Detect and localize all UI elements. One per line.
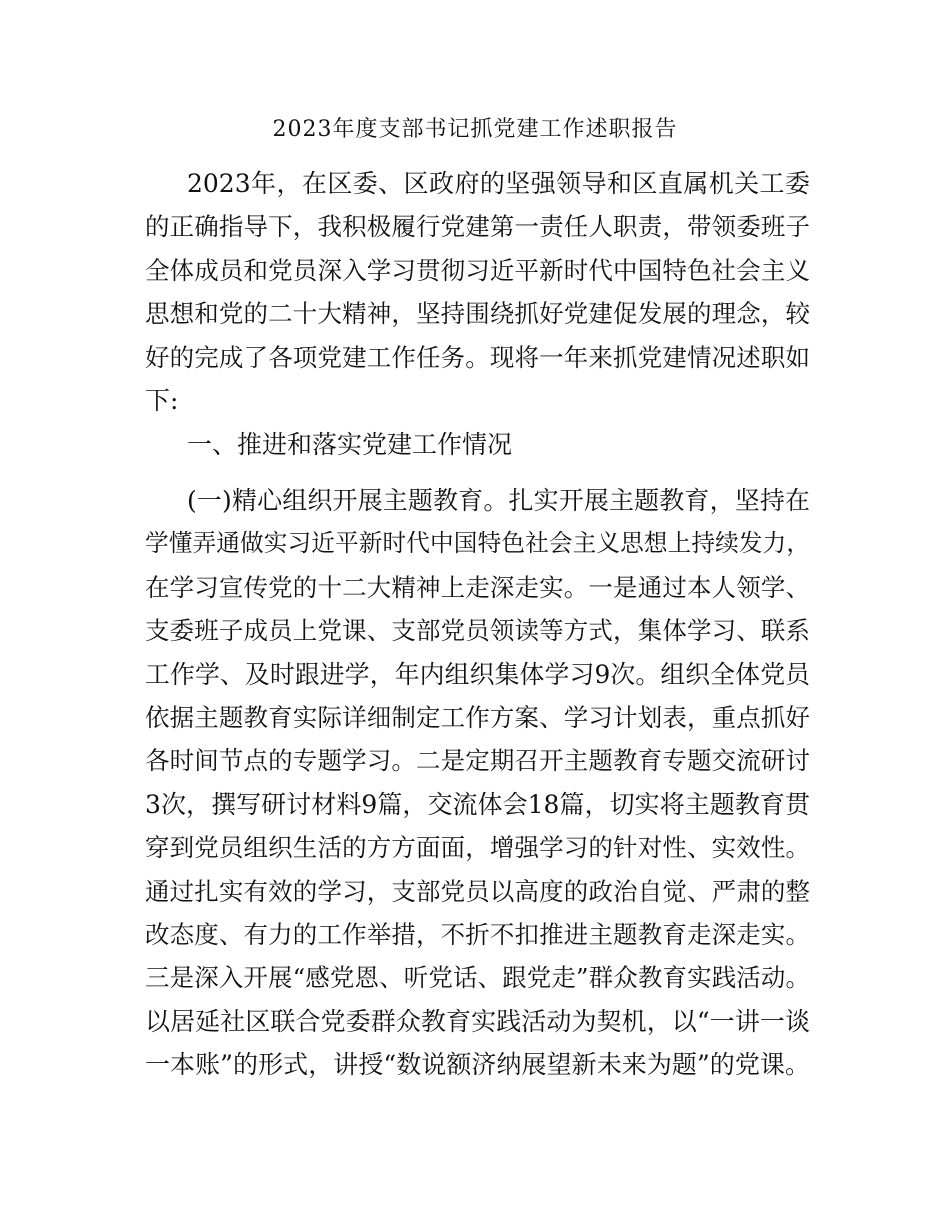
section-heading-block bbox=[145, 423, 810, 466]
paragraph-line: 各时间节点的专题学习。二是定期召开主题教育专题交流研讨 bbox=[145, 746, 810, 776]
paragraph-line: 三是深入开展“感党恩、听党话、跟党走”群众教育实践活动。 bbox=[145, 963, 810, 993]
paragraph-line: 通过扎实有效的学习，支部党员以高度的政治自觉、严肃的整 bbox=[145, 876, 810, 906]
paragraph-line: 全体成员和党员深入学习贯彻习近平新时代中国特色社会主义 bbox=[145, 255, 810, 285]
paragraph-line: 思想和党的二十大精神，坚持围绕抓好党建促发展的理念，较 bbox=[145, 299, 810, 329]
paragraph-line: 2023年，在区委、区政府的坚强领导和区直属机关工委 bbox=[187, 169, 810, 198]
paragraph-line: 依据主题教育实际详细制定工作方案、学习计划表，重点抓好 bbox=[145, 702, 810, 732]
intro-paragraph bbox=[145, 162, 810, 422]
paragraph-line: 好的完成了各项党建工作任务。现将一年来抓党建情况述职如 bbox=[145, 342, 810, 372]
section-heading: 一、推进和落实党建工作情况 bbox=[187, 430, 513, 459]
section-paragraph bbox=[145, 479, 810, 1086]
paragraph-line: 3次，撰写研讨材料9篇，交流体会18篇，切实将主题教育贯 bbox=[145, 789, 810, 819]
paragraph-line: 学懂弄通做实习近平新时代中国特色社会主义思想上持续发力， bbox=[145, 529, 810, 558]
paragraph-line: 支委班子成员上党课、支部党员领读等方式，集体学习、联系 bbox=[145, 616, 810, 646]
paragraph-line: 工作学、及时跟进学，年内组织集体学习9次。组织全体党员 bbox=[145, 659, 810, 689]
paragraph-line: 改态度、有力的工作举措，不折不扣推进主题教育走深走实。 bbox=[145, 919, 810, 949]
paragraph-line: 一本账”的形式，讲授“数说额济纳展望新未来为题”的党课。 bbox=[145, 1050, 810, 1080]
paragraph-line: 以居延社区联合党委群众教育实践活动为契机，以“一讲一谈 bbox=[145, 1006, 810, 1036]
document-title: 2023年度支部书记抓党建工作述职报告 bbox=[272, 117, 678, 142]
paragraph-line: 下: bbox=[145, 385, 179, 415]
paragraph-line: 穿到党员组织生活的方方面面，增强学习的针对性、实效性。 bbox=[145, 833, 810, 863]
paragraph-line: (一)精心组织开展主题教育。扎实开展主题教育，坚持在 bbox=[187, 486, 810, 515]
paragraph-line: 的正确指导下，我积极履行党建第一责任人职责，带领委班子 bbox=[145, 212, 810, 242]
paragraph-line: 在学习宣传党的十二大精神上走深走实。一是通过本人领学、 bbox=[145, 572, 810, 602]
